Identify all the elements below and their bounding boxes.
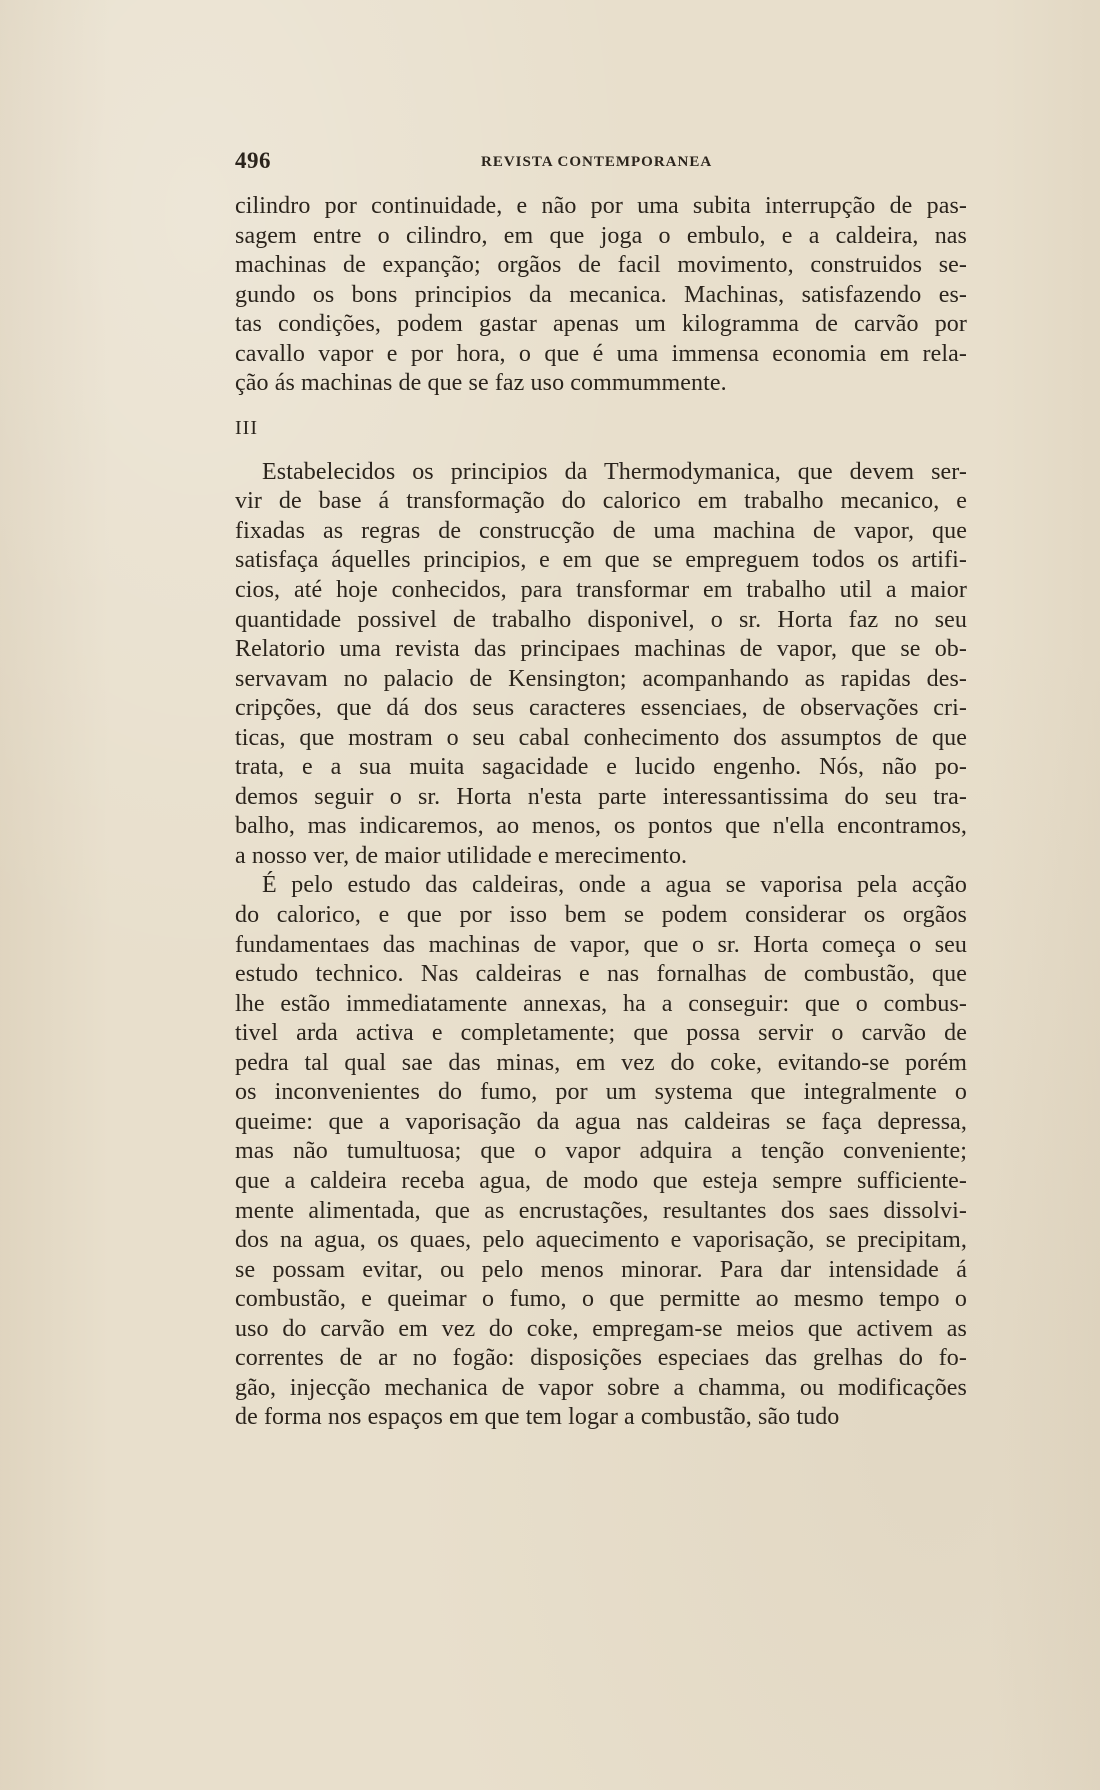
paragraph-3 — [235, 871, 967, 1432]
text-line: trata, e a sua muita sagacidade e lucido engenho. Nós, não po- — [235, 754, 967, 781]
text-line: satisfaça áquelles principios, e em que se empreguem todos os artifi- — [235, 547, 967, 574]
text-line: dos na agua, os quaes, pelo aquecimento e vaporisação, se precipitam, — [235, 1227, 967, 1254]
text-line: Relatorio uma revista das principaes machinas de vapor, que se ob- — [235, 636, 967, 663]
text-line: combustão, e queimar o fumo, o que permitte ao mesmo tempo o — [235, 1286, 967, 1313]
text-line: lhe estão immediatamente annexas, ha a conseguir: que o combus- — [235, 990, 967, 1017]
text-line: se possam evitar, ou pelo menos minorar. Para dar intensidade á — [235, 1256, 967, 1283]
text-line: estudo technico. Nas caldeiras e nas fornalhas de combustão, que — [235, 961, 967, 988]
article-text — [235, 192, 967, 1433]
text-line: de forma nos espaços em que tem logar a combustão, são tudo — [235, 1404, 840, 1431]
text-line: pedra tal qual sae das minas, em vez do coke, evitando-se porém — [235, 1049, 967, 1076]
text-line: correntes de ar no fogão: disposições especiaes das grelhas do fo- — [235, 1345, 967, 1372]
text-line: que a caldeira receba agua, de modo que esteja sempre sufficiente- — [235, 1167, 967, 1194]
text-line: Estabelecidos os principios da Thermodymanica, que devem ser- — [262, 458, 967, 485]
text-line: do calorico, e que por isso bem se podem considerar os orgãos — [235, 902, 967, 929]
text-line: mas não tumultuosa; que o vapor adquira a tenção conveniente; — [235, 1138, 967, 1165]
text-line: quantidade possivel de trabalho disponivel, o sr. Horta faz no seu — [235, 606, 967, 633]
page-number: 496 — [235, 148, 271, 173]
text-line: machinas de expanção; orgãos de facil movimento, construidos se- — [235, 252, 967, 279]
text-line: mente alimentada, que as encrustações, resultantes dos saes dissolvi- — [235, 1197, 967, 1224]
text-line: tivel arda activa e completamente; que possa servir o carvão de — [235, 1020, 967, 1047]
text-line: É pelo estudo das caldeiras, onde a agua se vaporisa pela acção — [262, 872, 967, 899]
text-line: cilindro por continuidade, e não por uma subita interrupção de pas- — [235, 193, 967, 219]
text-line: cios, até hoje conhecidos, para transformar em trabalho util a maior — [235, 577, 967, 604]
text-line: fixadas as regras de construcção de uma machina de vapor, que — [235, 517, 967, 544]
text-line: vir de base á transformação do calorico em trabalho mecanico, e — [235, 488, 967, 515]
paragraph-2 — [235, 458, 967, 872]
text-line: a nosso ver, de maior utilidade e merecimento. — [235, 842, 688, 869]
text-line: ção ás machinas de que se faz uso commummente. — [235, 370, 727, 397]
text-line: servavam no palacio de Kensington; acompanhando as rapidas des- — [235, 665, 967, 692]
text-line: queime: que a vaporisação da agua nas caldeiras se faça depressa, — [235, 1108, 967, 1135]
text-line: gão, injecção mechanica de vapor sobre a chamma, ou modificações — [235, 1374, 967, 1401]
page-header — [235, 148, 967, 184]
text-line: os inconvenientes do fumo, por um systema que integralmente o — [235, 1079, 967, 1106]
text-line: fundamentaes das machinas de vapor, que o sr. Horta começa o seu — [235, 931, 967, 958]
text-line: gundo os bons principios da mecanica. Machinas, satisfazendo es- — [235, 281, 967, 308]
text-line: demos seguir o sr. Horta n'esta parte interessantissima do seu tra- — [235, 783, 967, 810]
text-line: uso do carvão em vez do coke, empregam-se meios que activem as — [235, 1315, 967, 1342]
text-line: cripções, que dá dos seus caracteres essenciaes, de observações cri- — [235, 695, 967, 722]
paragraph-1 — [235, 192, 967, 399]
running-head: REVISTA CONTEMPORANEA — [481, 154, 713, 170]
text-line: sagem entre o cilindro, em que joga o embulo, e a caldeira, nas — [235, 222, 967, 249]
text-line: tas condições, podem gastar apenas um kilogramma de carvão por — [235, 311, 967, 338]
text-line: cavallo vapor e por hora, o que é uma immensa economia em rela- — [235, 340, 967, 367]
section-heading: III — [235, 416, 258, 439]
text-line: ticas, que mostram o seu cabal conhecimento dos assumptos de que — [235, 724, 967, 751]
text-line: balho, mas indicaremos, ao menos, os pontos que n'ella encontramos, — [235, 813, 967, 840]
